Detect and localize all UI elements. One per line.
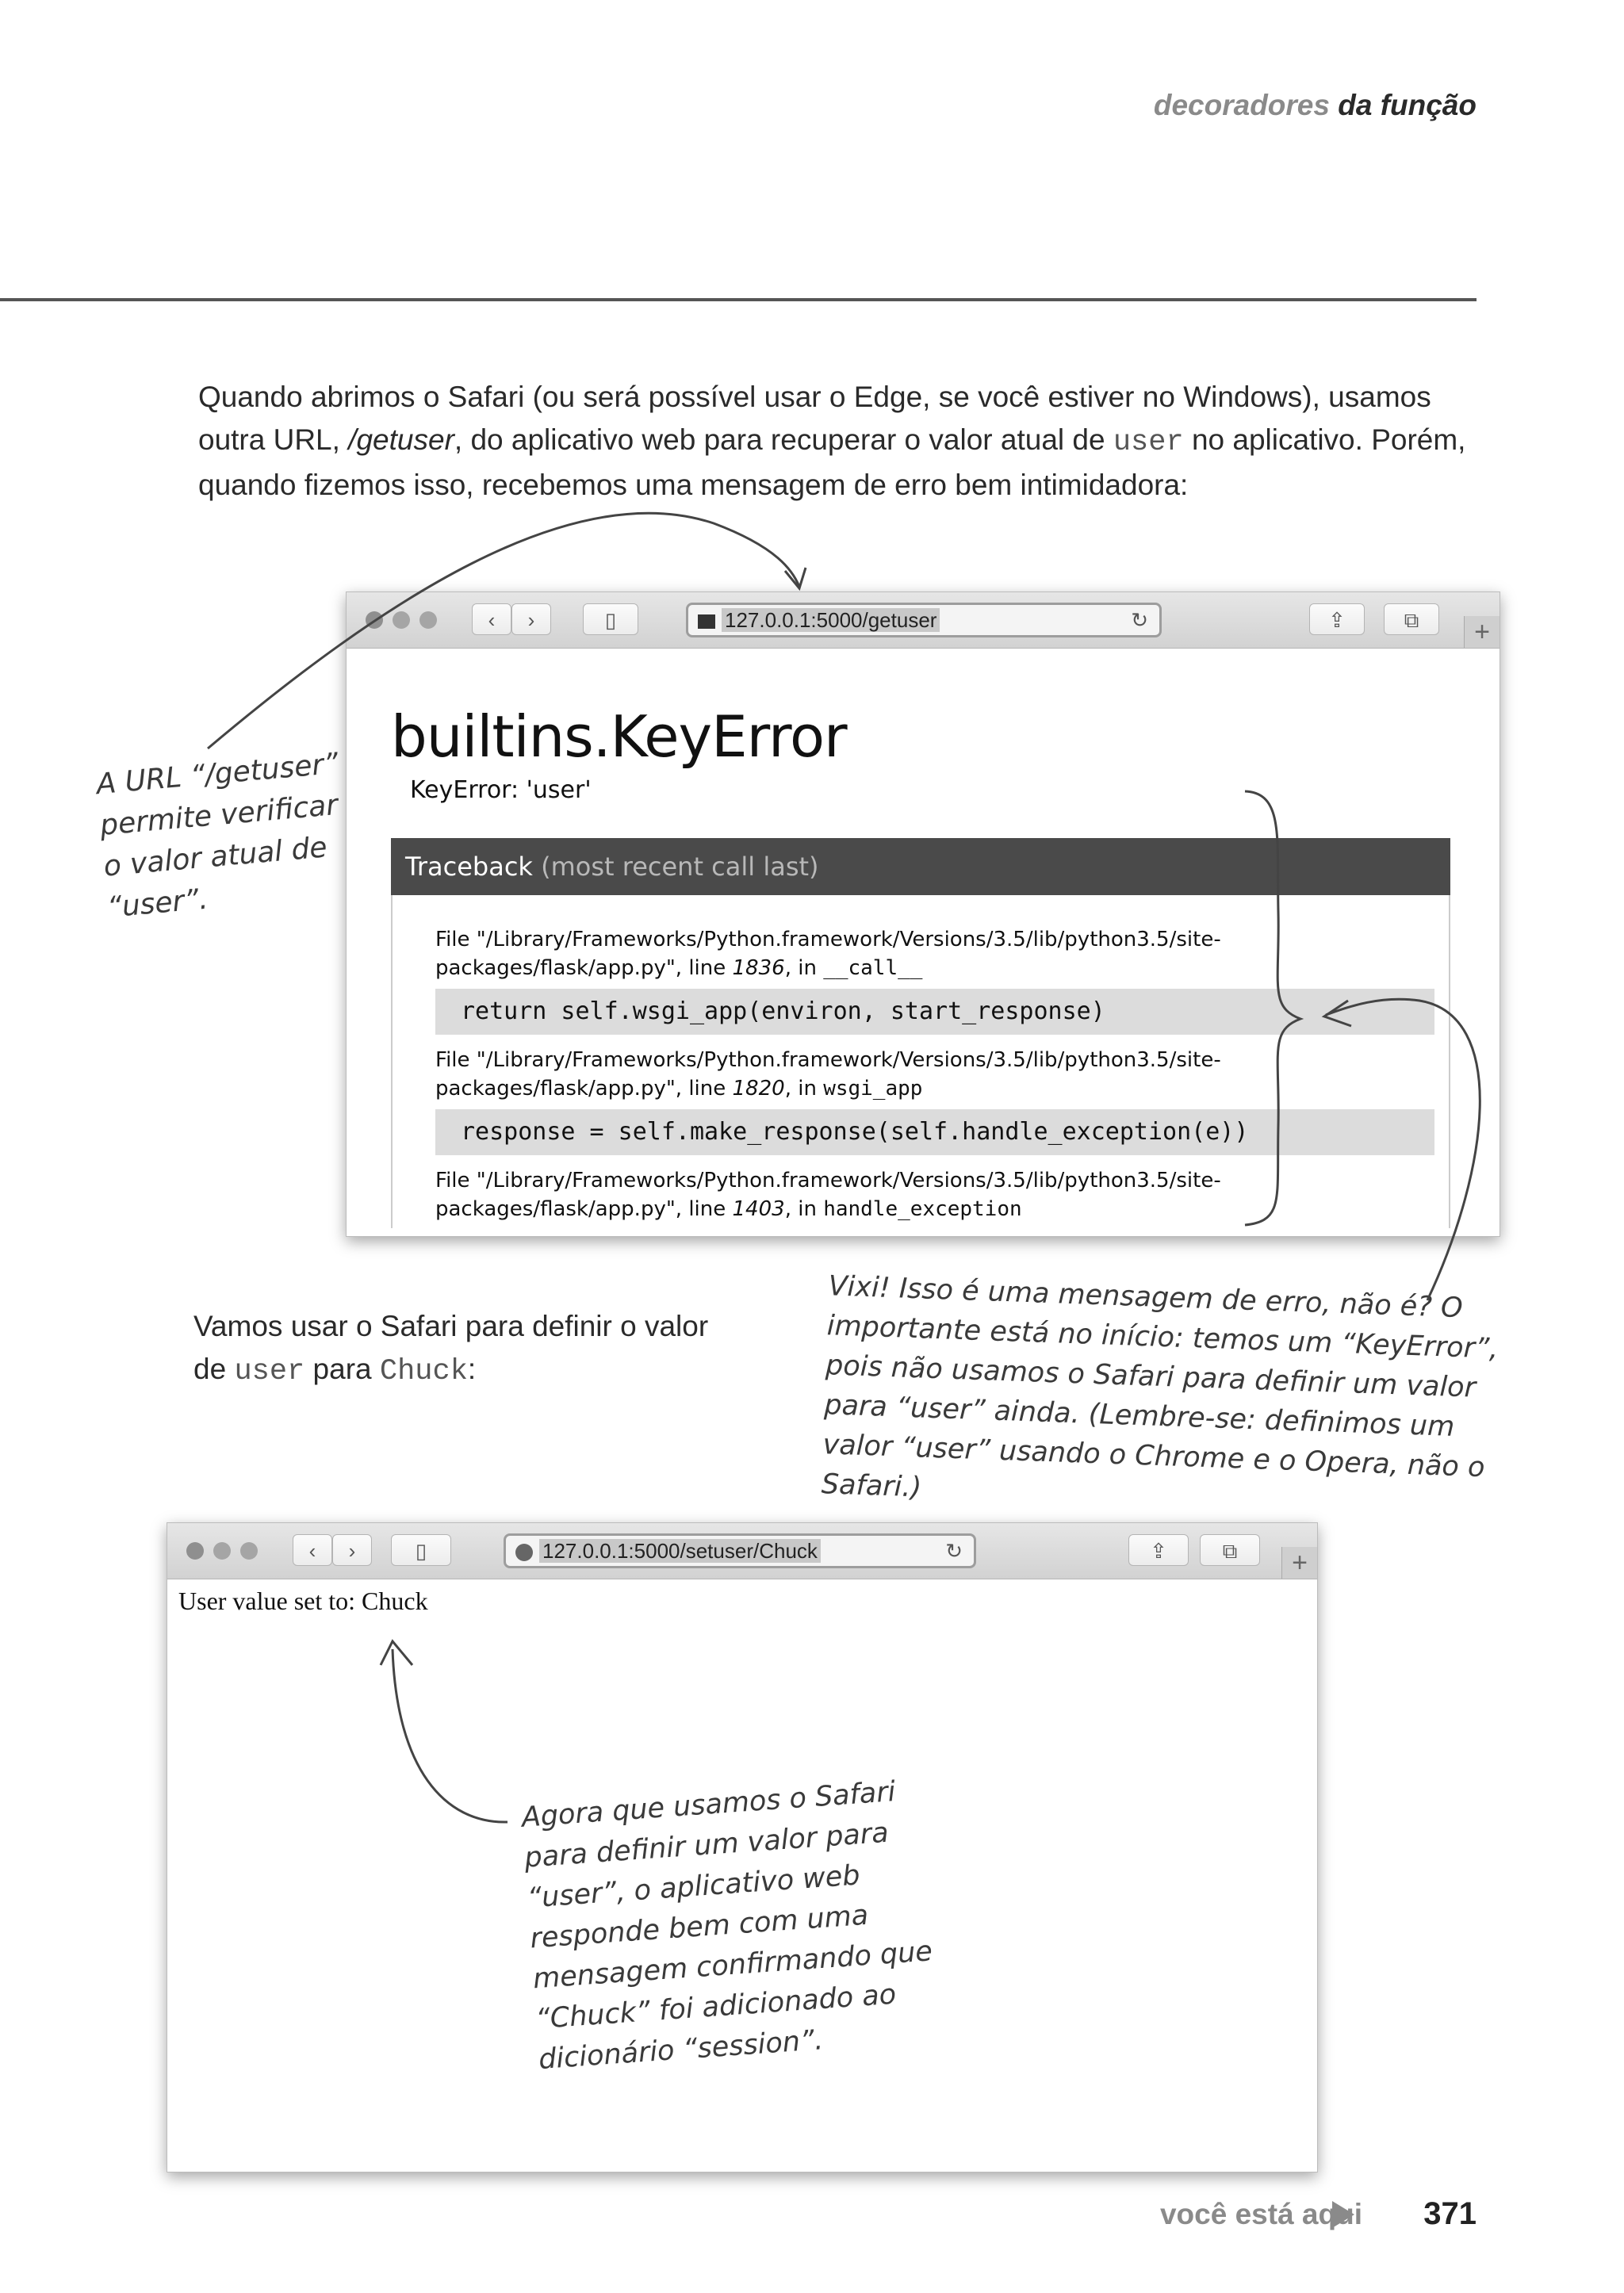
brace-traceback [1245,791,1300,1225]
traceback-code: return self.wsgi_app(environ, start_response) [435,989,1434,1035]
body2-code-user: user [234,1355,305,1388]
sidebar-icon: ▯ [415,1539,427,1563]
plus-icon: + [1292,1548,1308,1578]
header-section-dark: da função [1338,89,1477,121]
traceback-frame: File "/Library/Frameworks/Python.framework/Versions/3.5/lib/python3.5/site-packages/flask/app.py", line 1836, in __call__ [435,928,1221,980]
annotation-url-note: A URL “/getuser” permite verificar o valor atual de “user”. [94,747,340,924]
tabs-icon: ⧉ [1404,608,1419,632]
arrowhead-agora [381,1641,412,1665]
arrow-url-to-address [208,513,799,748]
reload-icon[interactable]: ↻ [1131,608,1148,632]
triangle-right-icon [1332,2201,1354,2228]
intro-text-3: no aplicativo. Porém, quando fizemos isso, recebemos uma mensagem de erro bem intimidadora: [198,423,1466,501]
body2-text-mid: para [304,1353,380,1385]
chevron-right-icon: › [527,608,535,632]
intro-code: user [1113,426,1184,459]
chevron-right-icon: › [348,1539,356,1563]
share-icon: ⇪ [1328,608,1346,632]
plus-icon: + [1474,617,1490,647]
error-title: builtins.KeyError [391,703,847,770]
tabs-icon: ⧉ [1222,1539,1238,1563]
traceback-frame: File "/Library/Frameworks/Python.framework/Versions/3.5/lib/python3.5/site-packages/flask/app.py", line 1403, in handle_exception [435,1169,1221,1221]
sidebar-icon: ▯ [604,608,617,632]
address-url: 127.0.0.1:5000/getuser [722,608,940,632]
page-content-text: User value set to: Chuck [178,1587,428,1615]
page-number: 371 [1423,2196,1477,2231]
chevron-left-icon: ‹ [488,608,496,632]
share-icon: ⇪ [1150,1539,1167,1563]
arrowhead-error [1324,1001,1351,1026]
intro-text-1: Quando abrimos o Safari (ou será possível usar o Edge, se você estiver no Windows), usamos outra URL, [198,381,1431,456]
address-url: 127.0.0.1:5000/setuser/Chuck [539,1539,821,1563]
reload-icon[interactable]: ↻ [945,1539,963,1563]
traceback-frame: File "/Library/Frameworks/Python.framework/Versions/3.5/lib/python3.5/site-packages/flask/app.py", line 1820, in wsgi_app [435,1048,1221,1101]
header-section-light: decoradores [1153,89,1330,121]
error-message: KeyError: 'user' [410,776,592,804]
intro-text-2: , do aplicativo web para recuperar o valor atual de [454,423,1113,456]
annotation-error-note: Vixi! Isso é uma mensagem de erro, não é? O importante está no início: temos um “KeyError”, pois não usamos o Safari para definir um valor para “user” ainda. (Lembre-se: definimos um valor “user” usando o Chrome e o Opera, não o Safari.) [821,1270,1499,1504]
arrow-agora-to-text [393,1649,508,1822]
intro-url: /getuser [348,423,454,456]
traceback-label: Traceback [405,852,533,882]
body2-text-end: : [467,1353,477,1385]
body2-text: Vamos usar o Safari para definir o valor de [193,1310,709,1385]
chevron-left-icon: ‹ [308,1539,316,1563]
traceback-code: response = self.make_response(self.handle_exception(e)) [435,1109,1434,1155]
arrow-error-note-to-brace [1326,999,1480,1300]
body2-code-chuck: Chuck [379,1355,468,1388]
annotation-success-note: Agora que usamos o Safari para definir um valor para “user”, o aplicativo web responde bem com uma mensagem confirmando que “Chuck” foi adicionado ao dicionário “session”. [520,1776,934,2077]
footer-you-are-here: você está aqui [1159,2198,1362,2230]
traceback-note: (most recent call last) [541,852,819,882]
